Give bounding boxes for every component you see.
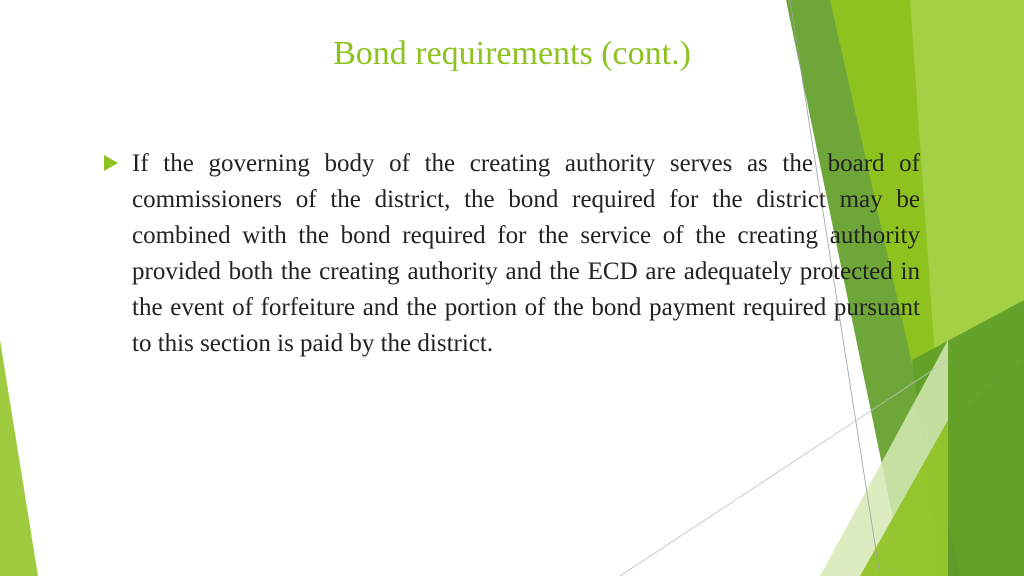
bullet-item [104,146,920,362]
triangle-bullet-icon [104,155,118,171]
bullet-text: If the governing body of the creating authority serves as the board of commissioners of the district, the bond required for the district may be combined with the bond required for the service of the creating authority provided both the creating authority and the ECD are adequately protected in the event of forfeiture and the portion of the bond payment required pursuant to this section is paid by the district. [132,150,920,357]
slide-body [104,146,920,362]
left-green-wedge [0,340,38,576]
slide-title: Bond requirements (cont.) [333,35,691,72]
